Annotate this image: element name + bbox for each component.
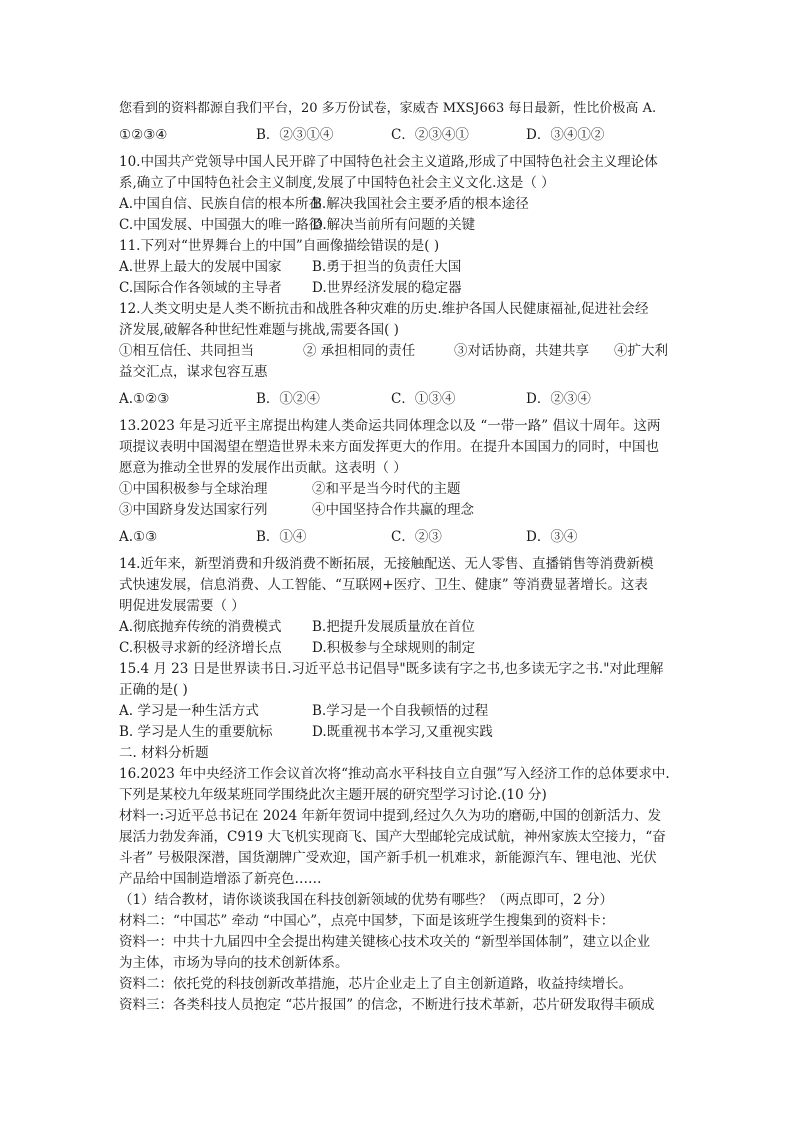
q12-option-c[interactable]: C．①③④ <box>391 391 456 407</box>
q14-option-a[interactable]: A.彻底抛弃传统的消费模式 <box>119 619 282 635</box>
q13-item-4: ④中国坚持合作共赢的理念 <box>312 502 474 518</box>
q15-options-row1 <box>119 701 679 722</box>
q16-line: 展活力勃发奔涌，C919 大飞机实现商飞、国产大型邮轮完成试航，神州家族太空接力，“奋 <box>119 829 666 845</box>
q12-item-3: ③对话协商，共建共享 <box>454 343 589 359</box>
q12-option-b[interactable]: B．①②④ <box>256 391 320 407</box>
q15-stem-2: 正确的是( ) <box>119 682 188 698</box>
q14-option-c[interactable]: C.积极寻求新的经济增长点 <box>119 640 282 656</box>
q15-stem-1: 15.4 月 23 日是世界读书日.习近平总书记倡导"既多读有字之书,也多读无字之书."对此理解 <box>119 661 664 677</box>
q15-option-c[interactable]: B. 学习是人生的重要航标 <box>119 724 273 740</box>
q12-options <box>119 389 679 410</box>
q10-option-a[interactable]: A.中国自信、民族自信的根本所在 <box>119 196 323 212</box>
q13-option-d[interactable]: D．③④ <box>526 529 578 545</box>
q16-line: 资料一：中共十九届四中全会提出构建关键核心技术攻关的 “新型举国体制”，建立以企业 <box>119 934 651 950</box>
q10-options-row1 <box>119 194 679 215</box>
q9-option-b[interactable]: B．②③①④ <box>256 127 334 143</box>
q11-option-a[interactable]: A.世界上最大的发展中国家 <box>119 259 282 275</box>
q14-options-row2 <box>119 638 679 659</box>
q14-option-b[interactable]: B.把提升发展质量放在首位 <box>312 619 475 635</box>
q14-stem-2: 式快速发展，信息消费、人工智能、“互联网+医疗、卫生、健康” 等消费显著增长。这表 <box>119 577 648 593</box>
q12-stem-2: 济发展,破解各种世纪性难题与挑战,需要各国( ) <box>119 322 399 338</box>
q11-stem: 11.下列对“世界舞台上的中国”自画像描绘错误的是( ) <box>119 238 440 254</box>
q16-line: 材料二：“中国芯” 牵动 “中国心”，点亮中国梦，下面是该班学生搜集到的资料卡： <box>119 913 615 929</box>
q13-option-b[interactable]: B．①④ <box>256 529 307 545</box>
q12-item-2: ② 承担相同的责任 <box>303 343 416 359</box>
q13-item-2: ②和平是当今时代的主题 <box>312 481 461 497</box>
q12-items <box>119 341 679 362</box>
q16-subquestion-1: （1）结合教材，请你谈谈我国在科技创新领域的优势有哪些？（两点即可，2 分） <box>119 892 613 908</box>
header-note: 您看到的资料都源自我们平台，20 多万份试卷，家威杏 MXSJ663 每日最新，性比价极高 A. <box>119 101 657 116</box>
q16-line: 下列是某校九年级某班同学围绕此次主题开展的研究型学习讨论.(10 分) <box>119 787 547 803</box>
q11-option-d[interactable]: D.世界经济发展的稳定器 <box>312 280 462 296</box>
q13-stem-1: 13.2023 年是习近平主席提出构建人类命运共同体理念以及 “一带一路” 倡议十周年。这两 <box>119 418 661 434</box>
q10-stem-2: 系,确立了中国特色社会主义制度,发展了中国特色社会主义文化.这是（ ） <box>119 175 555 191</box>
q13-stem-3: 愿意为推动全世界的发展作出贡献。这表明（ ） <box>119 460 407 476</box>
exam-page <box>119 98 679 1016</box>
q14-stem-1: 14.近年来，新型消费和升级消费不断拓展，无接触配送、无人零售、直播销售等消费新模 <box>119 556 654 572</box>
q11-options-row2 <box>119 278 679 299</box>
q9-option-d[interactable]: D．③④①② <box>526 127 605 143</box>
q13-options <box>119 527 679 548</box>
q9-option-c[interactable]: C．②③④① <box>391 127 469 143</box>
q15-option-a[interactable]: A. 学习是一种生活方式 <box>119 703 259 719</box>
q12-stem-1: 12.人类文明史是人类不断抗击和战胜各种灾难的历史.维护各国人民健康福祉,促进社会经 <box>119 301 649 317</box>
q13-option-a[interactable]: A.①③ <box>119 529 158 545</box>
q15-option-b[interactable]: B.学习是一个自我顿悟的过程 <box>312 703 489 719</box>
q14-options-row1 <box>119 617 679 638</box>
section-heading: 二. 材料分析题 <box>119 745 209 761</box>
q13-items-row2 <box>119 500 679 521</box>
q9-options <box>119 125 679 146</box>
q16-line: 为主体，市场为导向的技术创新体系。 <box>119 955 349 971</box>
q16-line: 资料三：各类科技人员抱定 “芯片报国” 的信念，不断进行技术革新，芯片研发取得丰硕成 <box>119 997 655 1013</box>
q15-option-d[interactable]: D.既重视书本学习,又重视实践 <box>312 724 493 740</box>
q10-stem-1: 10.中国共产党领导中国人民开辟了中国特色社会主义道路,形成了中国特色社会主义理论体 <box>119 154 658 170</box>
q16-line: 资料二：依托党的科技创新改革措施，芯片企业走上了自主创新道路，收益持续增长。 <box>119 976 632 992</box>
q12-option-d[interactable]: D．②③④ <box>526 391 591 407</box>
q11-options-row1 <box>119 257 679 278</box>
q12-item-4: ④扩大利 <box>614 343 668 359</box>
q13-item-1: ①中国积极参与全球治理 <box>119 481 268 497</box>
q10-option-c[interactable]: C.中国发展、中国强大的唯一路径 <box>119 217 323 233</box>
q11-option-b[interactable]: B.勇于担当的负责任大国 <box>312 259 462 275</box>
q13-option-c[interactable]: C．②③ <box>391 529 442 545</box>
q16-line: 16.2023 年中央经济工作会议首次将“推动高水平科技自立自强”写入经济工作的总体要求中. <box>119 766 670 782</box>
q15-options-row2 <box>119 722 679 743</box>
q13-items-row1 <box>119 479 679 500</box>
q13-item-3: ③中国跻身发达国家行列 <box>119 502 268 518</box>
q12-item-1: ①相互信任、共同担当 <box>119 343 254 359</box>
q12-option-a[interactable]: A.①②③ <box>119 391 170 407</box>
q9-option-a[interactable]: ①②③④ <box>119 127 168 143</box>
q16-line: 材料一:习近平总书记在 2024 年新年贺词中提到,经过久久为功的磨砺,中国的创新活力、发 <box>119 808 662 824</box>
q12-item-4-cont: 益交汇点，谋求包容互惠 <box>119 364 268 380</box>
q14-stem-3: 明促进发展需要（ ） <box>119 598 245 614</box>
q10-option-b[interactable]: B.解决我国社会主要矛盾的根本途径 <box>312 196 529 212</box>
q13-stem-2: 项提议表明中国渴望在塑造世界未来方面发挥更大的作用。在提升本国国力的同时，中国也 <box>119 439 659 455</box>
q10-options-row2 <box>119 215 679 236</box>
q14-option-d[interactable]: D.积极参与全球规则的制定 <box>312 640 476 656</box>
q16-line: 产品给中国制造增添了新亮色…… <box>119 871 322 887</box>
q11-option-c[interactable]: C.国际合作各领域的主导者 <box>119 280 282 296</box>
q10-option-d[interactable]: D.解决当前所有问题的关键 <box>312 217 476 233</box>
q16-line: 斗者” 号极限深潜，国货潮牌广受欢迎，国产新手机一机难求，新能源汽车、锂电池、光伏 <box>119 850 657 866</box>
